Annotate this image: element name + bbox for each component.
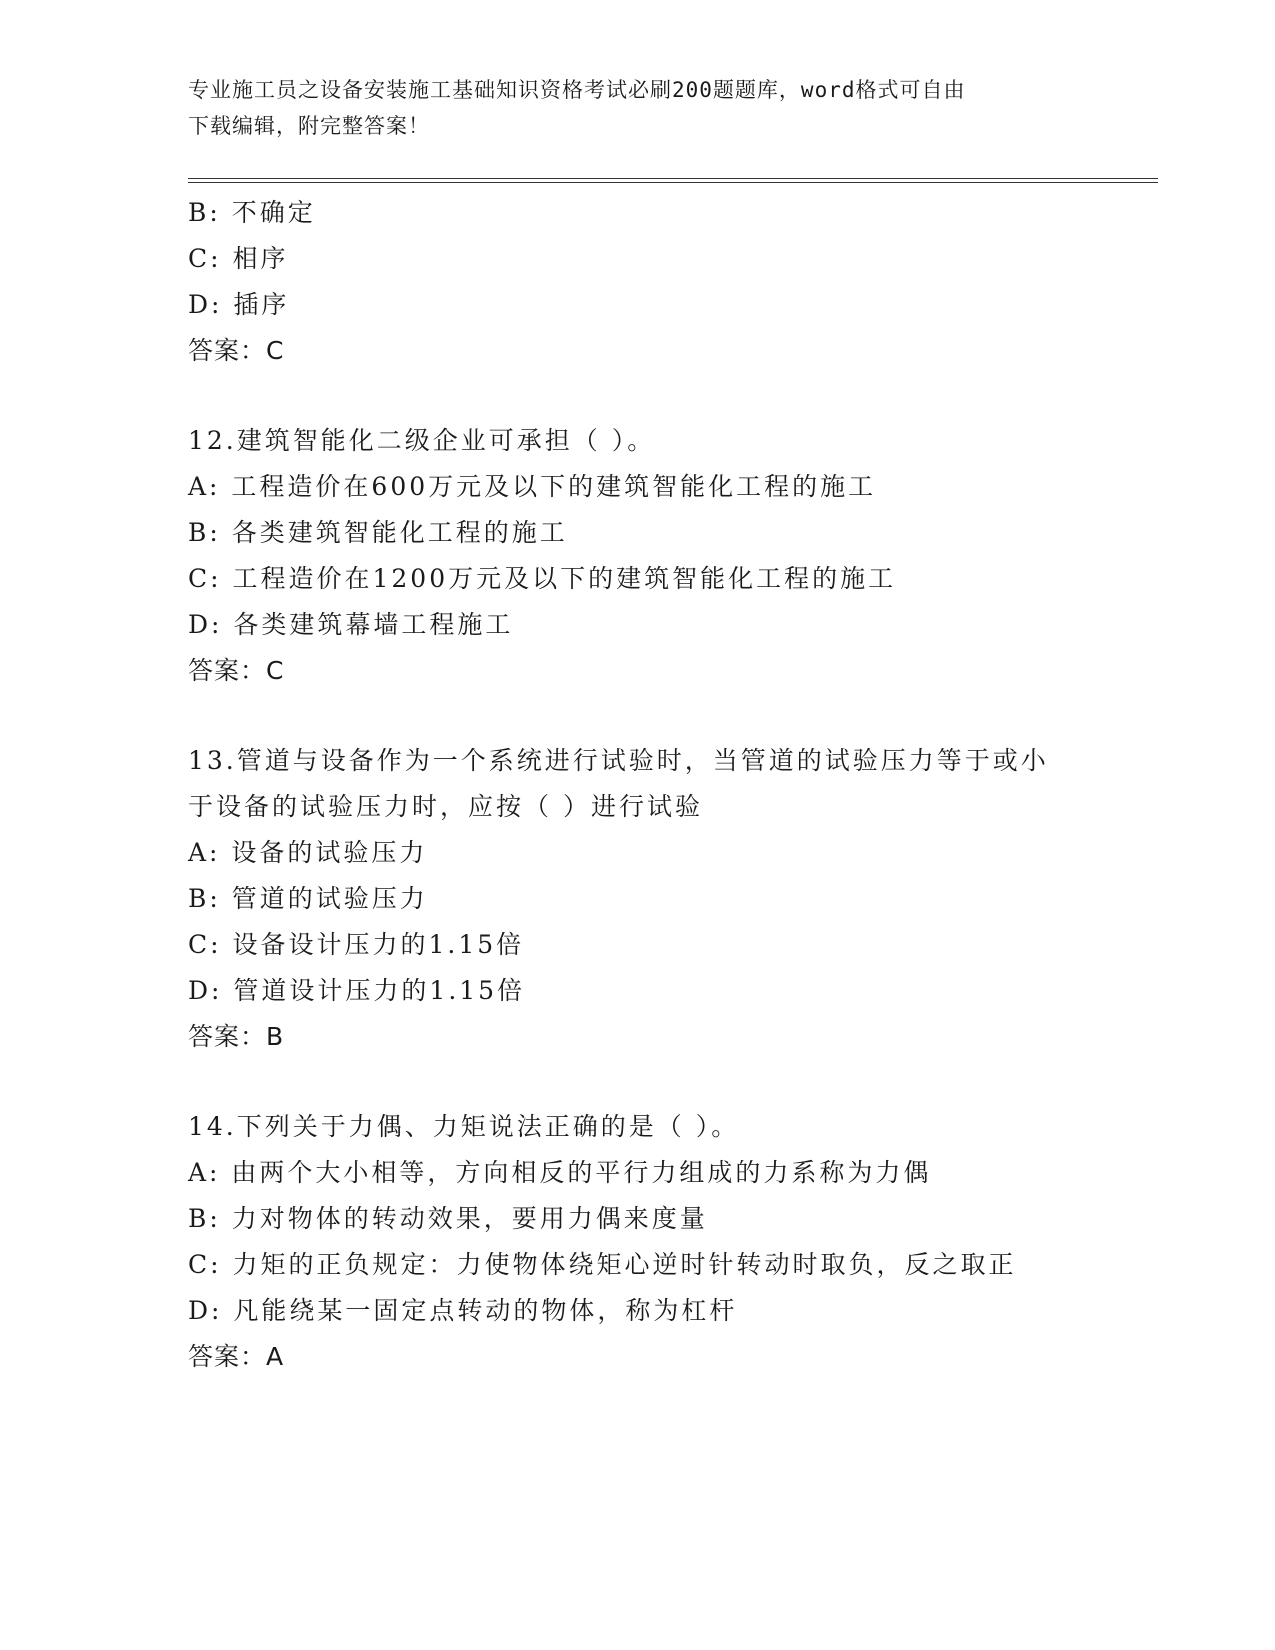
q12-option-c: C: 工程造价在1200万元及以下的建筑智能化工程的施工 — [188, 564, 897, 593]
header-line-2: 下载编辑，附完整答案！ — [188, 114, 430, 138]
q13-option-b: B: 管道的试验压力 — [188, 884, 428, 913]
q13-option-d: D: 管道设计压力的1.15倍 — [188, 976, 526, 1005]
q12-option-d: D: 各类建筑幕墙工程施工 — [188, 610, 514, 639]
q12-option-b: B: 各类建筑智能化工程的施工 — [188, 518, 568, 547]
q12-answer: 答案：C — [188, 656, 285, 685]
question-content — [188, 190, 1088, 1380]
q14-question: 14.下列关于力偶、力矩说法正确的是（ ）。 — [188, 1112, 740, 1141]
q13-answer: 答案：B — [188, 1022, 285, 1051]
q14-option-a: A: 由两个大小相等，方向相反的平行力组成的力系称为力偶 — [188, 1158, 932, 1187]
spacer — [188, 694, 1088, 738]
q13-question-line-1: 13.管道与设备作为一个系统进行试验时，当管道的试验压力等于或小 — [188, 746, 1049, 775]
q11-answer: 答案：C — [188, 336, 285, 365]
q13-option-a: A: 设备的试验压力 — [188, 838, 428, 867]
q13-question-line-2: 于设备的试验压力时，应按（ ）进行试验 — [188, 792, 703, 821]
spacer — [188, 1060, 1088, 1104]
header-divider-bottom — [188, 182, 1158, 183]
q12-question: 12.建筑智能化二级企业可承担（ ）。 — [188, 426, 656, 455]
header-divider-top — [188, 178, 1158, 179]
header-line-1: 专业施工员之设备安装施工基础知识资格考试必刷200题题库，word格式可自由 — [188, 78, 966, 102]
q14-answer: 答案：A — [188, 1342, 285, 1371]
q11-option-c: C: 相序 — [188, 244, 289, 273]
question-14-block — [188, 1104, 1088, 1380]
q11-option-b: B: 不确定 — [188, 198, 316, 227]
q14-option-d: D: 凡能绕某一固定点转动的物体，称为杠杆 — [188, 1296, 738, 1325]
spacer — [188, 374, 1088, 418]
document-header — [188, 72, 1068, 144]
q12-option-a: A: 工程造价在600万元及以下的建筑智能化工程的施工 — [188, 472, 877, 501]
question-11-block — [188, 190, 1088, 374]
q14-option-c: C: 力矩的正负规定：力使物体绕矩心逆时针转动时取负，反之取正 — [188, 1250, 1017, 1279]
question-13-block — [188, 738, 1088, 1060]
q14-option-b: B: 力对物体的转动效果，要用力偶来度量 — [188, 1204, 708, 1233]
q11-option-d: D: 插序 — [188, 290, 290, 319]
question-12-block — [188, 418, 1088, 694]
q13-option-c: C: 设备设计压力的1.15倍 — [188, 930, 525, 959]
